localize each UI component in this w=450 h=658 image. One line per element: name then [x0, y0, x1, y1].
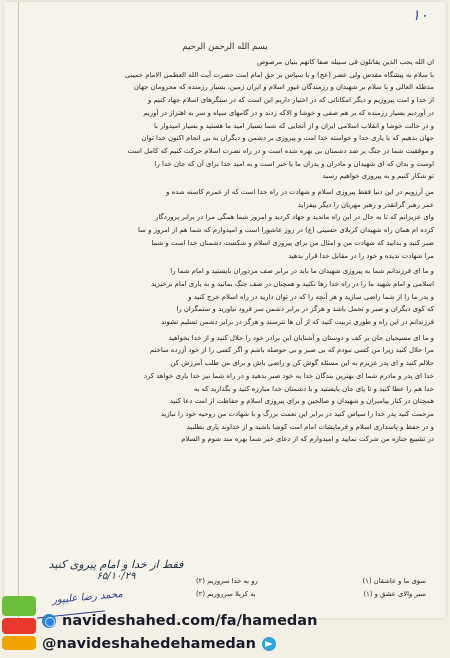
document-paper	[4, 2, 446, 618]
letter-line: و موفقیت شما در جنگ بر ضد دشمنان بی بهره شده است و در راه نصرت اسلام حرکت کنیم که کامل است	[127, 146, 434, 155]
letter-line: از خدا و امت پیروزیم و دیگر امکاناتی که در اختیار داریم این است که در سنگرهای اسلام جهاد کنیم و	[147, 96, 434, 105]
letter-line: مدظله العالی و با سلام بر شهیدان و رزمندگان غیور اسلام و ایران زمین، بسیار رزمنده که محرومان جهان	[133, 83, 434, 92]
letter-line: و ما ای مسیحیان جان بر کف و دوستان و آشنایان این برادر خود را حلال کنید و از خدا بخواهید	[168, 333, 434, 342]
letter-line: در آوردیم بسیار رزمنده که بر هم صفی و خوشا و الاکه زدند و در گامهای سپاه و سر به اهتزاز در آوریم	[143, 108, 434, 117]
margin-line	[18, 2, 19, 618]
watermark-telegram	[42, 633, 276, 655]
letter-line: و در حالت خوشا و انقلاب اسلامی ایران و از آنجایی که شما بسیار امید ما هستید و بسیار امیدوار با	[154, 121, 434, 130]
watermark-website	[42, 610, 317, 632]
page-number: ١٠	[411, 6, 428, 24]
letter-line: ان الله یحب الذین یقاتلون فی سبیله صفا کانهم بنیان مرصوص	[256, 58, 434, 66]
letter-line: همچنان در کنار پیامبران و شهیدان و صالحین و برای پیروزی اسلام و حفاظت از امت دعا کنید	[169, 397, 434, 406]
letter-line: خدا هم را عطا کنید و تا پای جان بایستید و با دشمنان خدا مبارزه کنید و بگذارید که به	[193, 384, 434, 393]
document-heading: بسم الله الرحمن الرحیم	[182, 42, 268, 52]
stamp-text: محمد رضا علیپور	[51, 588, 124, 607]
signature-name: فقط از خدا و امام پیروی کنید	[48, 558, 184, 571]
footer-row-1-right: سوی ما و عاشقان (۱)	[362, 577, 426, 585]
telegram-icon	[262, 637, 276, 651]
letter-line: صبر کنید و بدانید که شهادت من و امثال من برای پیروزی اسلام و شکست دشمنان خدا است و شما	[151, 238, 434, 247]
footer-row-2	[196, 588, 426, 601]
letter-line: با سلام به پیشگاه مقدس ولی عصر (عج) و با سپاس بر حق امام امت حضرت آیت الله العظمی الامام خمینی	[124, 70, 434, 79]
letter-line: که کوی دیگران و صبر و تحمل باشد و هرگز در برابر دشمن سر فرود نیاورید و ستمگران را	[176, 305, 434, 314]
letter-line: من آرزویم در این دنیا فقط پیروزی اسلام و شهادت در راه خدا است که از عمرم کاسته شده و	[166, 188, 434, 197]
signature-date: ۶۵/۱۰/۲۹	[96, 571, 136, 582]
navideshahed-logo	[0, 594, 40, 654]
letter-line: فرزندانم در این راه و طوری تربیت کنید که از آن ها نترسند و هرگز در برابر دشمن تسلیم نشوند	[161, 318, 434, 327]
letter-line: و در حفظ و پاسداری اسلام و فرمایشات امام امت کوشا باشید و از خداوند یاری بطلبید	[186, 422, 434, 431]
letter-line: مرا شهادت ندیده و خود را در مقابل خدا قرار بدهید	[288, 251, 434, 260]
watermark-website-text[interactable]: navideshahed.com/fa/hamedan	[62, 613, 318, 629]
footer-row-1	[196, 575, 426, 588]
letter-line: جهان بدهیم که با یاری خدا و خواسته خدا امت و پیروزی بر دشمن و دیگران به بی انجام اکنون خدا توان	[141, 134, 434, 143]
watermark-telegram-text[interactable]: @navideshahedehamedan	[42, 636, 256, 652]
footer-row-2-right: سیر والای عشق و (۱)	[363, 590, 426, 598]
letter-line: تو شکار کنیم و به پیروزی خواهیم رسید	[322, 172, 434, 181]
footer-row-1-left: رو به خدا سروریم (۲)	[196, 577, 258, 585]
globe-icon	[42, 614, 56, 628]
letter-line: مرا حلال کنید زیرا من کسی نبودم که بی صبر و بی حوصله باشم و اگر کسی را از خود آزرده ساختم	[149, 346, 434, 355]
letter-line: و ما ای فرزندانم شما به پیروزی شهیدان ما باید در برابر صف مزدوران بایستید و امام شما را	[170, 267, 434, 276]
signature-block	[46, 558, 186, 582]
letter-line: در تشییع جنازه من شرکت نمایید و امیدوارم که از دعای خیر شما بهره مند شوم و السلام	[181, 435, 434, 444]
letter-line: مرحمت کنید پدر خدا را سپاس کنید در برابر این نعمت بزرگ و با شهادت من روحیه خود را نبازید	[160, 409, 434, 418]
letter-line: وای عزیزانم که تا به حال در این راه ماندید و جهاد کردید و امروز شما همگی مرا در برابر پروردگار	[155, 213, 434, 222]
letter-line: کرده ام همان راه شهیدان کربلای حسینی (ع) در روز عاشورا است و امیدوارم که شما هم از امروز و سا	[138, 226, 434, 235]
letter-line: و پدر ما را از شما راضی سازید و هر آنچه را که در توان دارید در راه اسلام خرج کنید و	[188, 292, 434, 301]
footer-row-2-left: به کربلا سرروریم (۲)	[196, 590, 256, 598]
letter-line: خدا ای پدر و مادرم شما ای بهترین بندگان خدا به خود صبر بدهید و در راه شما نیز خدا یاری خواهد کرد	[143, 371, 434, 380]
letter-line: عمر رهبر گرانقدر و رهبر مهربان را دیگر بیفزاید	[297, 200, 434, 209]
letter-body	[24, 56, 434, 446]
letter-line: حلالم کنید و ای پدر عزیزم به این مسئله گوش کن و راضی باش و برای من طلب آمرزش کن	[170, 359, 434, 368]
letter-line: اسلامی و امام شهید ما را در راه خدا رها نکنید و همچنان در صف جنگ بمانید و به یاری امام برخیزید	[151, 279, 434, 288]
footer-block	[196, 575, 426, 601]
letter-line: اوست و بدان که ای شهیدان و مادران و پدران ما با خبر است و به امید خدا برای آن که جان خدا را	[154, 159, 434, 168]
